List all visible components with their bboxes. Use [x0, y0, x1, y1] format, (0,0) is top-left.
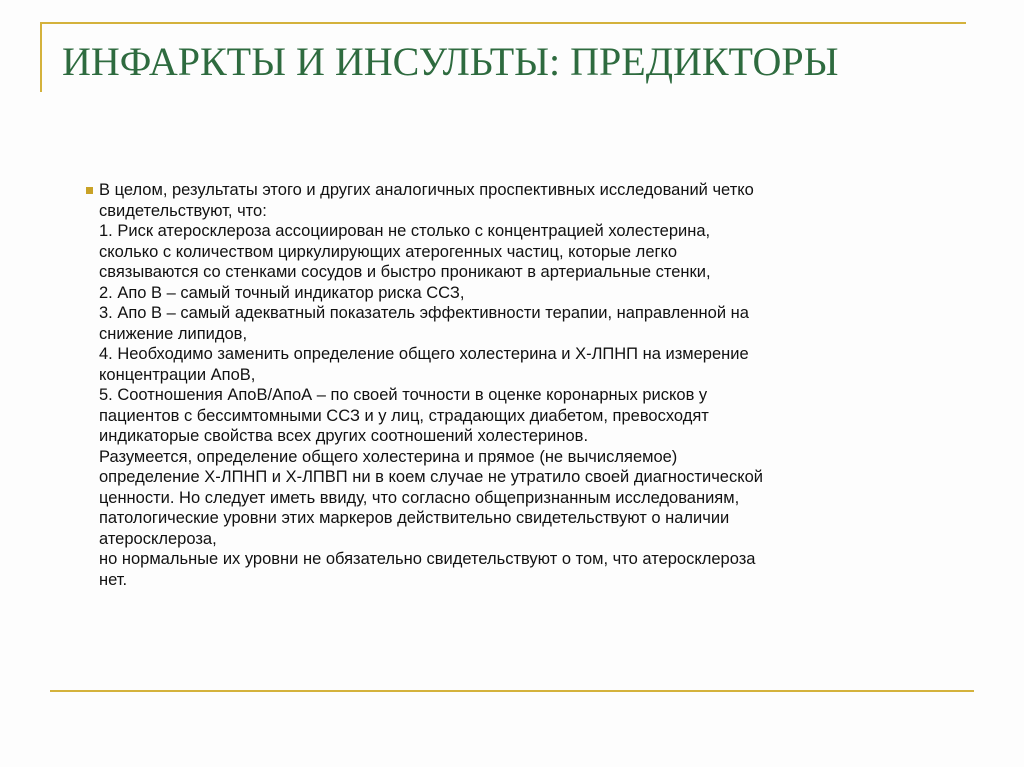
- bottom-divider: [50, 690, 974, 692]
- page-title: ИНФАРКТЫ И ИНСУЛЬТЫ: ПРЕДИКТОРЫ: [62, 39, 839, 84]
- text-line: атеросклероза,: [99, 529, 217, 548]
- text-line: 4. Необходимо заменить определение общего холестерина и Х-ЛПНП на измерение: [99, 345, 749, 363]
- bullet-list: [86, 180, 966, 590]
- text-line: 1. Риск атеросклероза ассоциирован не столько с концентрацией холестерина,: [99, 222, 711, 240]
- text-line: нет.: [99, 570, 128, 589]
- text-line: индикаторые свойства всех других соотношений холестеринов.: [99, 427, 589, 445]
- text-line: ценности. Но следует иметь ввиду, что согласно общепризнанным исследованиям,: [99, 488, 740, 507]
- text-line: Разумеется, определение общего холестерина и прямое (не вычисляемое): [99, 447, 678, 466]
- text-line: определение Х-ЛПНП и Х-ЛПВП ни в коем случае не утратило своей диагностической: [99, 468, 764, 486]
- text-line: связываются со стенками сосудов и быстро проникают в артериальные стенки,: [99, 263, 711, 281]
- text-line: В целом, результаты этого и других аналогичных проспективных исследований четко: [99, 181, 754, 199]
- text-line: пациентов с бессимтомными ССЗ и у лиц, страдающих диабетом, превосходят: [99, 406, 709, 425]
- text-line: 2. Апо В – самый точный индикатор риска ССЗ,: [99, 283, 465, 302]
- text-line: снижение липидов,: [99, 324, 248, 343]
- square-bullet-icon: [86, 187, 93, 194]
- text-line: сколько с количеством циркулирующих атерогенных частиц, которые легко: [99, 242, 678, 261]
- left-divider: [40, 22, 42, 92]
- text-line: свидетельствуют, что:: [99, 201, 267, 220]
- bullet-text: [99, 180, 966, 590]
- text-line: 3. Апо В – самый адекватный показатель эффективности терапии, направленной на: [99, 304, 749, 322]
- text-line: 5. Соотношения АпоВ/АпоА – по своей точности в оценке коронарных рисков у: [99, 386, 708, 404]
- text-line: патологические уровни этих маркеров действительно свидетельствуют о наличии: [99, 509, 730, 527]
- top-divider: [40, 22, 966, 24]
- text-line: но нормальные их уровни не обязательно свидетельствуют о том, что атеросклероза: [99, 550, 756, 568]
- text-line: концентрации АпоВ,: [99, 365, 256, 384]
